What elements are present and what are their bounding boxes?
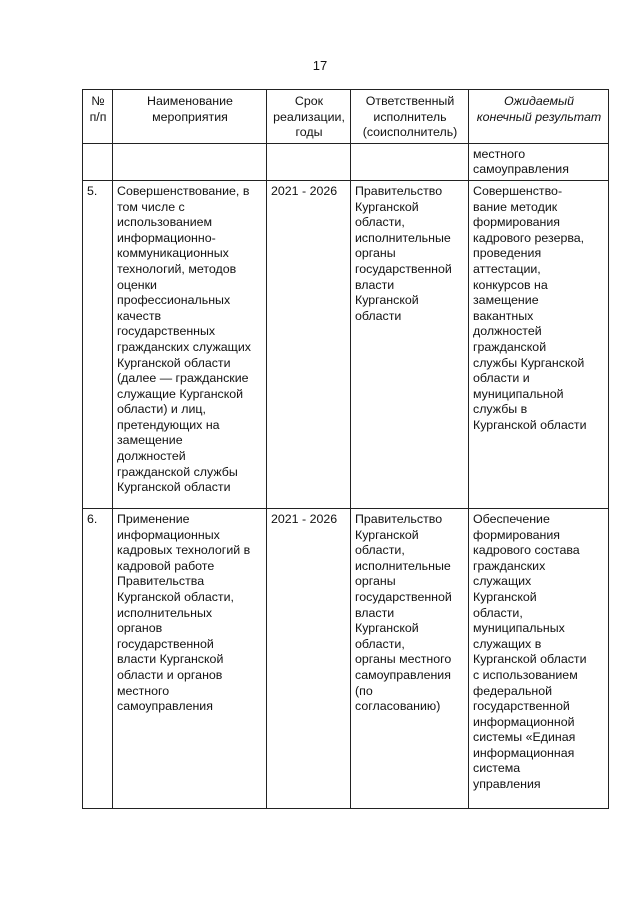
cell-number: 6.	[83, 508, 113, 808]
header-responsible: Ответственный исполнитель (соисполнитель)	[351, 90, 469, 144]
table-header-row	[83, 90, 609, 144]
cell-term: 2021 - 2026	[267, 508, 351, 808]
cell-result: местного самоуправления	[469, 143, 609, 180]
page-number: 17	[312, 58, 328, 73]
header-term: Срок реализации, годы	[267, 90, 351, 144]
cell-responsible	[351, 143, 469, 180]
cell-number: 5.	[83, 180, 113, 508]
cell-responsible: Правительство Курганской области, исполнительные органы государственной власти Курганской области	[351, 180, 469, 508]
measures-table	[82, 89, 609, 809]
cell-name: Совершенствование, в том числе с использованием информационно- коммуникационных технологий, методов оценки профессиональных качеств государственных гражданских служащих Курганской области (далее — гражданские служащие Курганской области) и лиц, претендующих на замещение должностей гражданской службы Курганской области	[113, 180, 267, 508]
table-row-continued	[83, 143, 609, 180]
cell-result: Обеспечение формирования кадрового состава гражданских служащих Курганской области, муниципальных служащих в Курганской области с использованием федеральной государственной информационной системы «Единая информационная система управления	[469, 508, 609, 808]
cell-term	[267, 143, 351, 180]
cell-responsible: Правительство Курганской области, исполнительные органы государственной власти Курганской области, органы местного самоуправления (по согласованию)	[351, 508, 469, 808]
table-row	[83, 508, 609, 808]
header-result: Ожидаемый конечный результат	[469, 90, 609, 144]
cell-result: Совершенство- вание методик формирования кадрового резерва, проведения аттестации, конкурсов на замещение вакантных должностей гражданской службы Курганской области и муниципальной службы в Курганской области	[469, 180, 609, 508]
cell-term: 2021 - 2026	[267, 180, 351, 508]
header-name: Наименование мероприятия	[113, 90, 267, 144]
header-number: № п/п	[83, 90, 113, 144]
cell-name: Применение информационных кадровых технологий в кадровой работе Правительства Курганской области, исполнительных органов государственной власти Курганской области и органов местного самоуправления	[113, 508, 267, 808]
cell-number	[83, 143, 113, 180]
cell-name	[113, 143, 267, 180]
table-row	[83, 180, 609, 508]
